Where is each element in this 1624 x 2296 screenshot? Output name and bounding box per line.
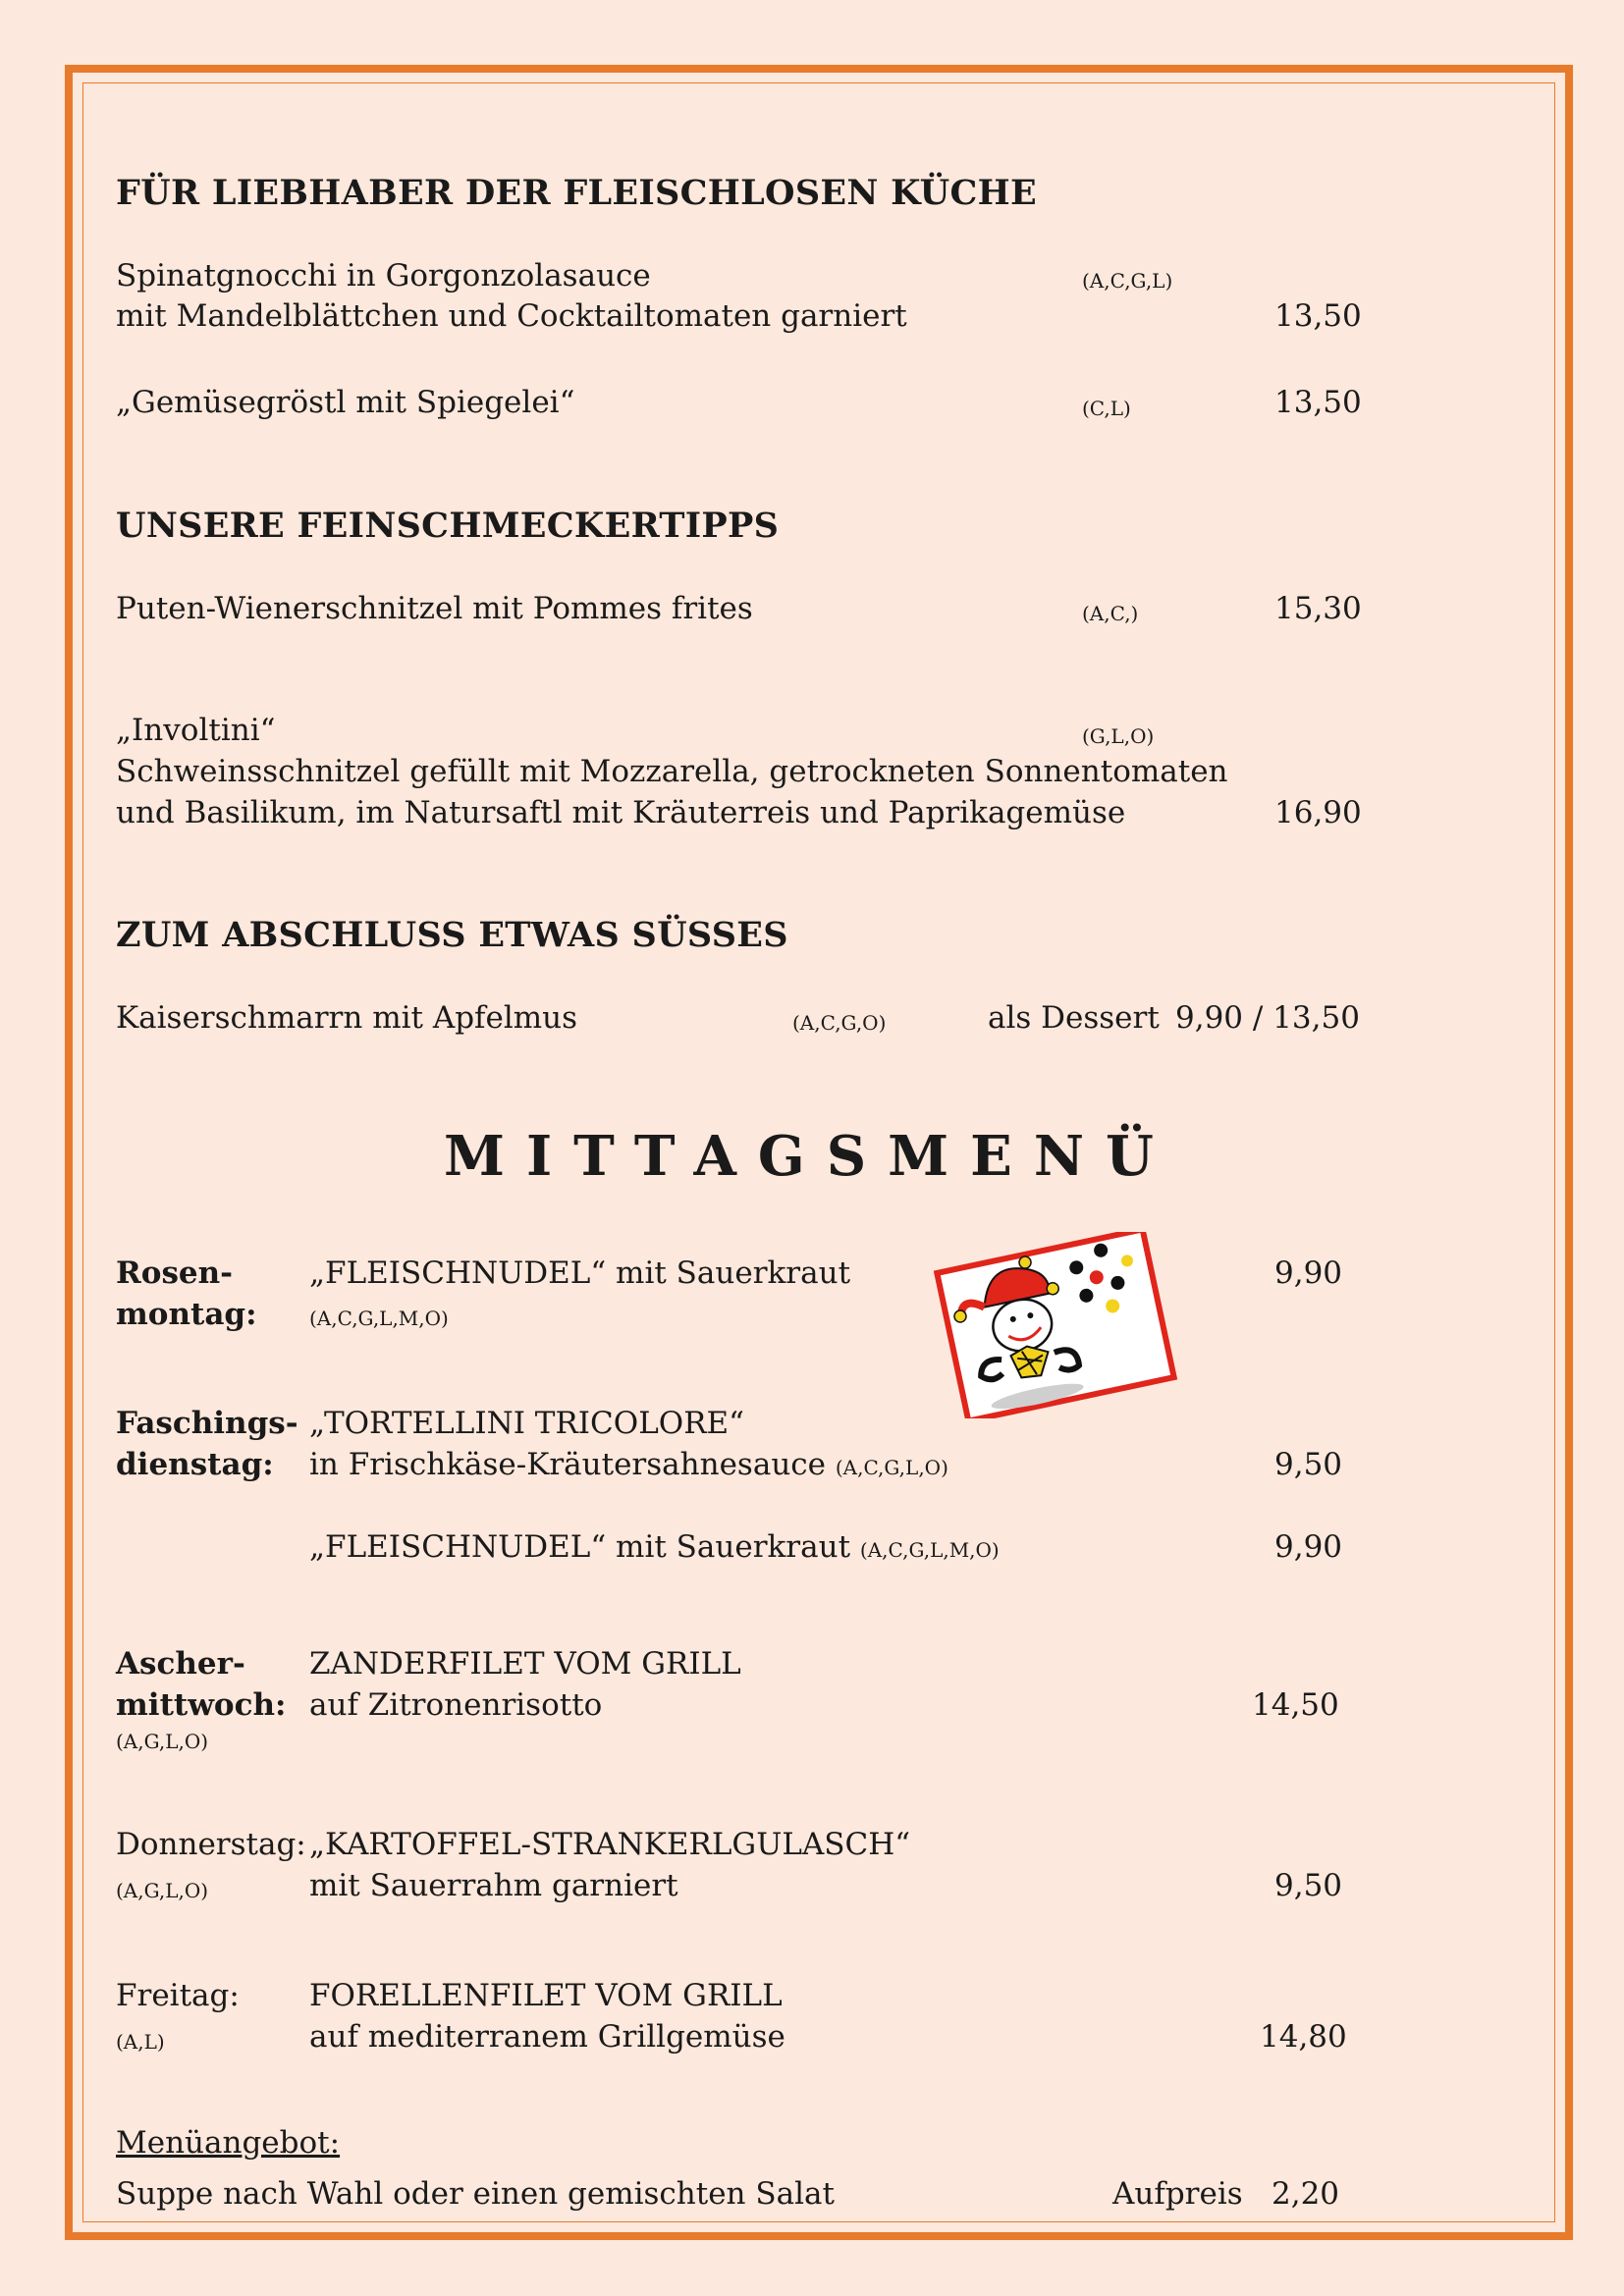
price: 9,50 (1274, 1447, 1343, 1482)
day-label: Donnerstag: (116, 1827, 306, 1862)
allergen-codes: (G,L,O) (1082, 724, 1155, 748)
dish-name: „Gemüsegröstl mit Spiegelei“ (116, 385, 575, 420)
dish-description (309, 1447, 948, 1482)
dish-description: Schweinsschnitzel gefüllt mit Mozzarella, getrockneten Sonnentomaten (116, 754, 1228, 789)
dish-name (309, 1529, 1000, 1565)
allergen-codes: (A,C,G,O) (792, 1011, 887, 1035)
dish-name: „KARTOFFEL-STRANKERLGULASCH“ (309, 1827, 911, 1862)
price: 14,50 (1252, 1687, 1339, 1723)
dish-name: ZANDERFILET VOM GRILL (309, 1646, 741, 1682)
price: 14,80 (1260, 2019, 1347, 2055)
offer-text: Suppe nach Wahl oder einen gemischten Salat (116, 2176, 835, 2212)
dish-name: Puten-Wienerschnitzel mit Pommes frites (116, 591, 753, 626)
dish-name: „TORTELLINI TRICOLORE“ (309, 1406, 745, 1441)
dish-description: auf mediterranem Grillgemüse (309, 2019, 785, 2055)
surcharge-label: Aufpreis (1112, 2176, 1243, 2212)
allergen-codes: (A,L) (116, 2030, 165, 2054)
day-label: Freitag: (116, 1978, 240, 2013)
allergen-codes: (A,C,G,L,O) (835, 1456, 948, 1479)
surcharge-price: 2,20 (1272, 2176, 1340, 2212)
dish-description: mit Mandelblättchen und Cocktailtomaten garniert (116, 298, 907, 334)
dish-name: „Involtini“ (116, 713, 276, 748)
heading-dessert: ZUM ABSCHLUSS ETWAS SÜSSES (116, 915, 788, 955)
day-label: montag: (116, 1297, 257, 1332)
lunch-title: MITTAGSMENÜ (444, 1124, 1175, 1189)
price: 13,50 (1274, 298, 1362, 334)
price: 9,50 (1274, 1868, 1343, 1903)
day-label: Rosen- (116, 1255, 234, 1291)
allergen-codes: (C,L) (1082, 397, 1131, 420)
dish-description-text: in Frischkäse-Kräutersahnesauce (309, 1447, 826, 1482)
allergen-codes: (A,C,) (1082, 602, 1139, 625)
allergen-codes: (A,G,L,O) (116, 1730, 209, 1753)
jester-icon (933, 1232, 1178, 1418)
dish-description: und Basilikum, im Natursaftl mit Kräuterreis und Paprikagemüse (116, 795, 1126, 830)
dish-name-text: „FLEISCHNUDEL“ mit Sauerkraut (309, 1529, 851, 1565)
allergen-codes: (A,G,L,O) (116, 1879, 209, 1902)
dish-name: FORELLENFILET VOM GRILL (309, 1978, 783, 2013)
dish-name: Spinatgnocchi in Gorgonzolasauce (116, 258, 651, 294)
day-label: Faschings- (116, 1406, 298, 1441)
price: 15,30 (1274, 591, 1362, 626)
price: 16,90 (1274, 795, 1362, 830)
price: 9,90 (1274, 1255, 1343, 1291)
price: 9,90 / 13,50 (1175, 1000, 1360, 1036)
day-label: Ascher- (116, 1646, 245, 1682)
dish-description: mit Sauerrahm garniert (309, 1868, 678, 1903)
dish-name: Kaiserschmarrn mit Apfelmus (116, 1000, 578, 1036)
offer-heading: Menüangebot: (116, 2125, 341, 2161)
price: 13,50 (1274, 385, 1362, 420)
heading-vegetarian: FÜR LIEBHABER DER FLEISCHLOSEN KÜCHE (116, 173, 1037, 213)
price: 9,90 (1274, 1529, 1343, 1565)
day-label: dienstag: (116, 1447, 274, 1482)
allergen-codes: (A,C,G,L,M,O) (859, 1538, 1000, 1562)
dessert-note: als Dessert (988, 1000, 1160, 1036)
allergen-codes: (A,C,G,L) (1082, 269, 1173, 293)
dish-name: „FLEISCHNUDEL“ mit Sauerkraut (309, 1255, 851, 1291)
heading-gourmet: UNSERE FEINSCHMECKERTIPPS (116, 506, 780, 546)
day-label: mittwoch: (116, 1687, 287, 1723)
dish-description: auf Zitronenrisotto (309, 1687, 603, 1723)
allergen-codes: (A,C,G,L,M,O) (309, 1307, 449, 1330)
